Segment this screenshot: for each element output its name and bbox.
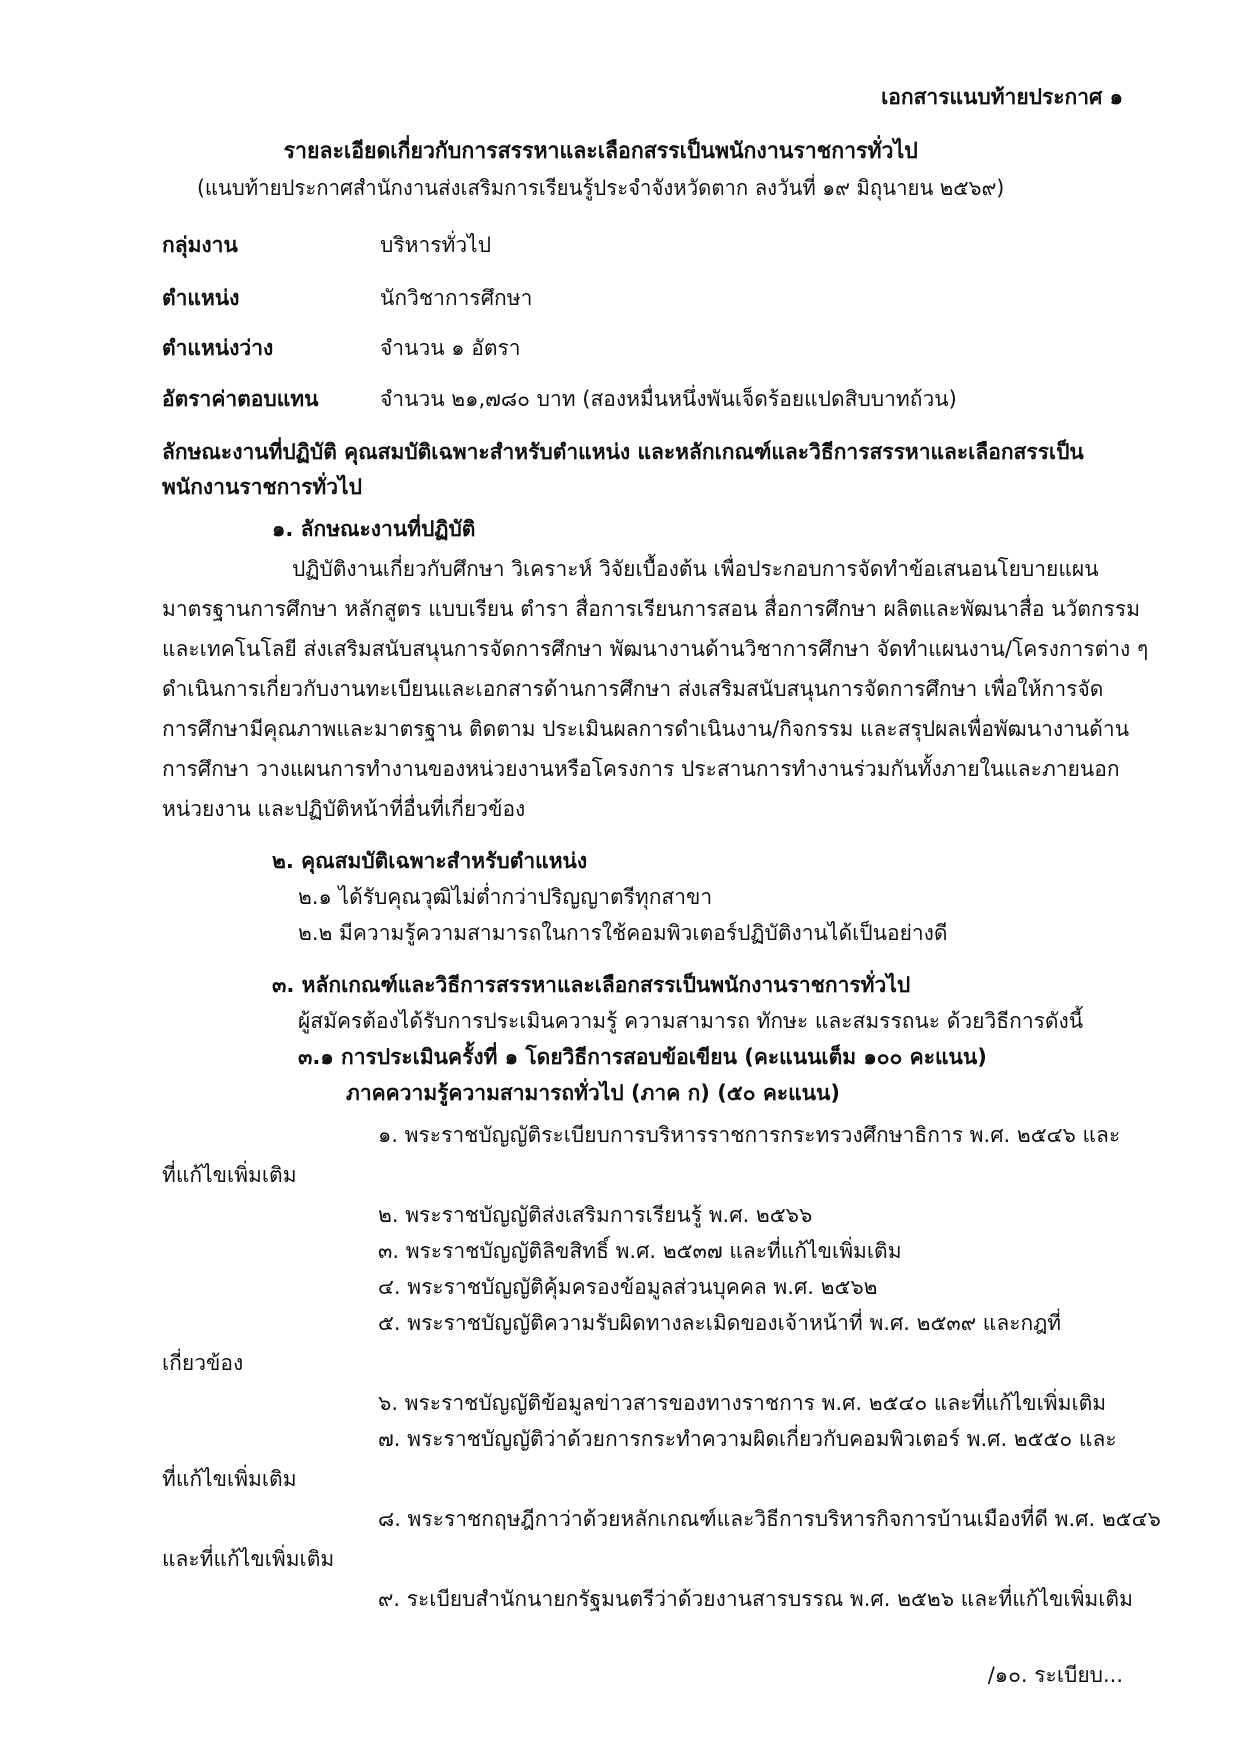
- s3-intro: ผู้สมัครต้องได้รับการประเมินความรู้ ความสามารถ ทักษะ และสมรรถนะ ด้วยวิธีการดังนี้: [298, 1009, 1084, 1033]
- field-value-position: นักวิชาการศึกษา: [380, 286, 533, 310]
- law-item: ๑. พระราชบัญญัติระเบียบการบริหารราชการกระทรวงศึกษาธิการ พ.ศ. ๒๕๔๖ และ: [378, 1123, 1121, 1147]
- field-label-work-group: กลุ่มงาน: [162, 233, 238, 257]
- s3-heading: ๓. หลักเกณฑ์และวิธีการสรรหาและเลือกสรรเป็นพนักงานราชการทั่วไป: [272, 973, 911, 997]
- section-heading-line-2: พนักงานราชการทั่วไป: [162, 475, 362, 499]
- s1-line: หน่วยงาน และปฏิบัติหน้าที่อื่นที่เกี่ยวข้อง: [162, 797, 526, 821]
- s3-sub-heading: ๓.๑ การประเมินครั้งที่ ๑ โดยวิธีการสอบข้อเขียน (คะแนนเต็ม ๑๐๐ คะแนน): [298, 1045, 987, 1069]
- field-label-vacancy: ตำแหน่งว่าง: [162, 336, 274, 360]
- document-reference: เอกสารแนบท้ายประกาศ ๑: [881, 85, 1123, 109]
- field-label-compensation: อัตราค่าตอบแทน: [162, 387, 319, 411]
- law-item-continuation: เกี่ยวข้อง: [162, 1351, 244, 1375]
- s1-line: ปฏิบัติงานเกี่ยวกับศึกษา วิเคราะห์ วิจัยเบื้องต้น เพื่อประกอบการจัดทำข้อเสนอนโยบายแผน: [292, 557, 1099, 581]
- law-item: ๘. พระราชกฤษฎีกาว่าด้วยหลักเกณฑ์และวิธีการบริหารกิจการบ้านเมืองที่ดี พ.ศ. ๒๕๔๖: [378, 1507, 1161, 1531]
- s2-heading: ๒. คุณสมบัติเฉพาะสำหรับตำแหน่ง: [272, 849, 588, 873]
- s1-line: ดำเนินการเกี่ยวกับงานทะเบียนและเอกสารด้านการศึกษา ส่งเสริมสนับสนุนการจัดการศึกษา เพื่อให้การจัด: [162, 677, 1104, 701]
- law-item: ๕. พระราชบัญญัติความรับผิดทางละเมิดของเจ้าหน้าที่ พ.ศ. ๒๕๓๙ และกฎที่: [378, 1311, 1062, 1335]
- field-value-work-group: บริหารทั่วไป: [380, 233, 492, 257]
- law-item-continuation: และที่แก้ไขเพิ่มเติม: [162, 1547, 335, 1571]
- s1-heading: ๑. ลักษณะงานที่ปฏิบัติ: [272, 517, 476, 541]
- field-value-vacancy: จำนวน ๑ อัตรา: [380, 336, 521, 360]
- field-value-compensation: จำนวน ๒๑,๗๘๐ บาท (สองหมื่นหนึ่งพันเจ็ดร้อยแปดสิบบาทถ้วน): [380, 387, 957, 411]
- law-item-continuation: ที่แก้ไขเพิ่มเติม: [162, 1163, 297, 1187]
- s1-line: และเทคโนโลยี ส่งเสริมสนับสนุนการจัดการศึกษา พัฒนางานด้านวิชาการศึกษา จัดทำแผนงาน/โครงการต่าง ๆ: [162, 637, 1149, 661]
- law-item: ๗. พระราชบัญญัติว่าด้วยการกระทำความผิดเกี่ยวกับคอมพิวเตอร์ พ.ศ. ๒๕๕๐ และ: [378, 1427, 1117, 1451]
- s2-item: ๒.๑ ได้รับคุณวุฒิไม่ต่ำกว่าปริญญาตรีทุกสาขา: [298, 885, 713, 909]
- law-item: ๓. พระราชบัญญัติลิขสิทธิ์ พ.ศ. ๒๕๓๗ และที่แก้ไขเพิ่มเติม: [378, 1239, 902, 1263]
- law-item-continuation: ที่แก้ไขเพิ่มเติม: [162, 1467, 297, 1491]
- s1-line: การศึกษา วางแผนการทำงานของหน่วยงานหรือโครงการ ประสานการทำงานร่วมกันทั้งภายในและภายนอก: [162, 757, 1120, 781]
- law-item: ๖. พระราชบัญญัติข้อมูลข่าวสารของทางราชการ พ.ศ. ๒๕๔๐ และที่แก้ไขเพิ่มเติม: [378, 1391, 1107, 1415]
- law-item: ๙. ระเบียบสำนักนายกรัฐมนตรีว่าด้วยงานสารบรรณ พ.ศ. ๒๕๒๖ และที่แก้ไขเพิ่มเติม: [378, 1587, 1133, 1611]
- s2-item: ๒.๒ มีความรู้ความสามารถในการใช้คอมพิวเตอร์ปฏิบัติงานได้เป็นอย่างดี: [298, 921, 948, 945]
- s3-part-heading: ภาคความรู้ความสามารถทั่วไป (ภาค ก) (๕๐ คะแนน): [346, 1081, 840, 1105]
- s1-line: มาตรฐานการศึกษา หลักสูตร แบบเรียน ตำรา สื่อการเรียนการสอน สื่อการศึกษา ผลิตและพัฒนาสื่อ นวัตกรรม: [162, 597, 1141, 621]
- section-heading-line-1: ลักษณะงานที่ปฏิบัติ คุณสมบัติเฉพาะสำหรับตำแหน่ง และหลักเกณฑ์และวิธีการสรรหาและเลือกสรรเป็น: [162, 440, 1084, 464]
- law-item: ๔. พระราชบัญญัติคุ้มครองข้อมูลส่วนบุคคล พ.ศ. ๒๕๖๒: [378, 1275, 878, 1299]
- document-title: รายละเอียดเกี่ยวกับการสรรหาและเลือกสรรเป็นพนักงานราชการทั่วไป: [283, 139, 918, 164]
- s1-line: การศึกษามีคุณภาพและมาตรฐาน ติดตาม ประเมินผลการดำเนินงาน/กิจกรรม และสรุปผลเพื่อพัฒนางานด้าน: [162, 717, 1130, 741]
- document-subtitle: (แนบท้ายประกาศสำนักงานส่งเสริมการเรียนรู้ประจำจังหวัดตาก ลงวันที่ ๑๙ มิถุนายน ๒๕๖๙): [196, 176, 1005, 200]
- field-label-position: ตำแหน่ง: [162, 286, 240, 310]
- law-item: ๒. พระราชบัญญัติส่งเสริมการเรียนรู้ พ.ศ. ๒๕๖๖: [378, 1203, 813, 1227]
- page-continuation: /๑๐. ระเบียบ...: [987, 1663, 1123, 1687]
